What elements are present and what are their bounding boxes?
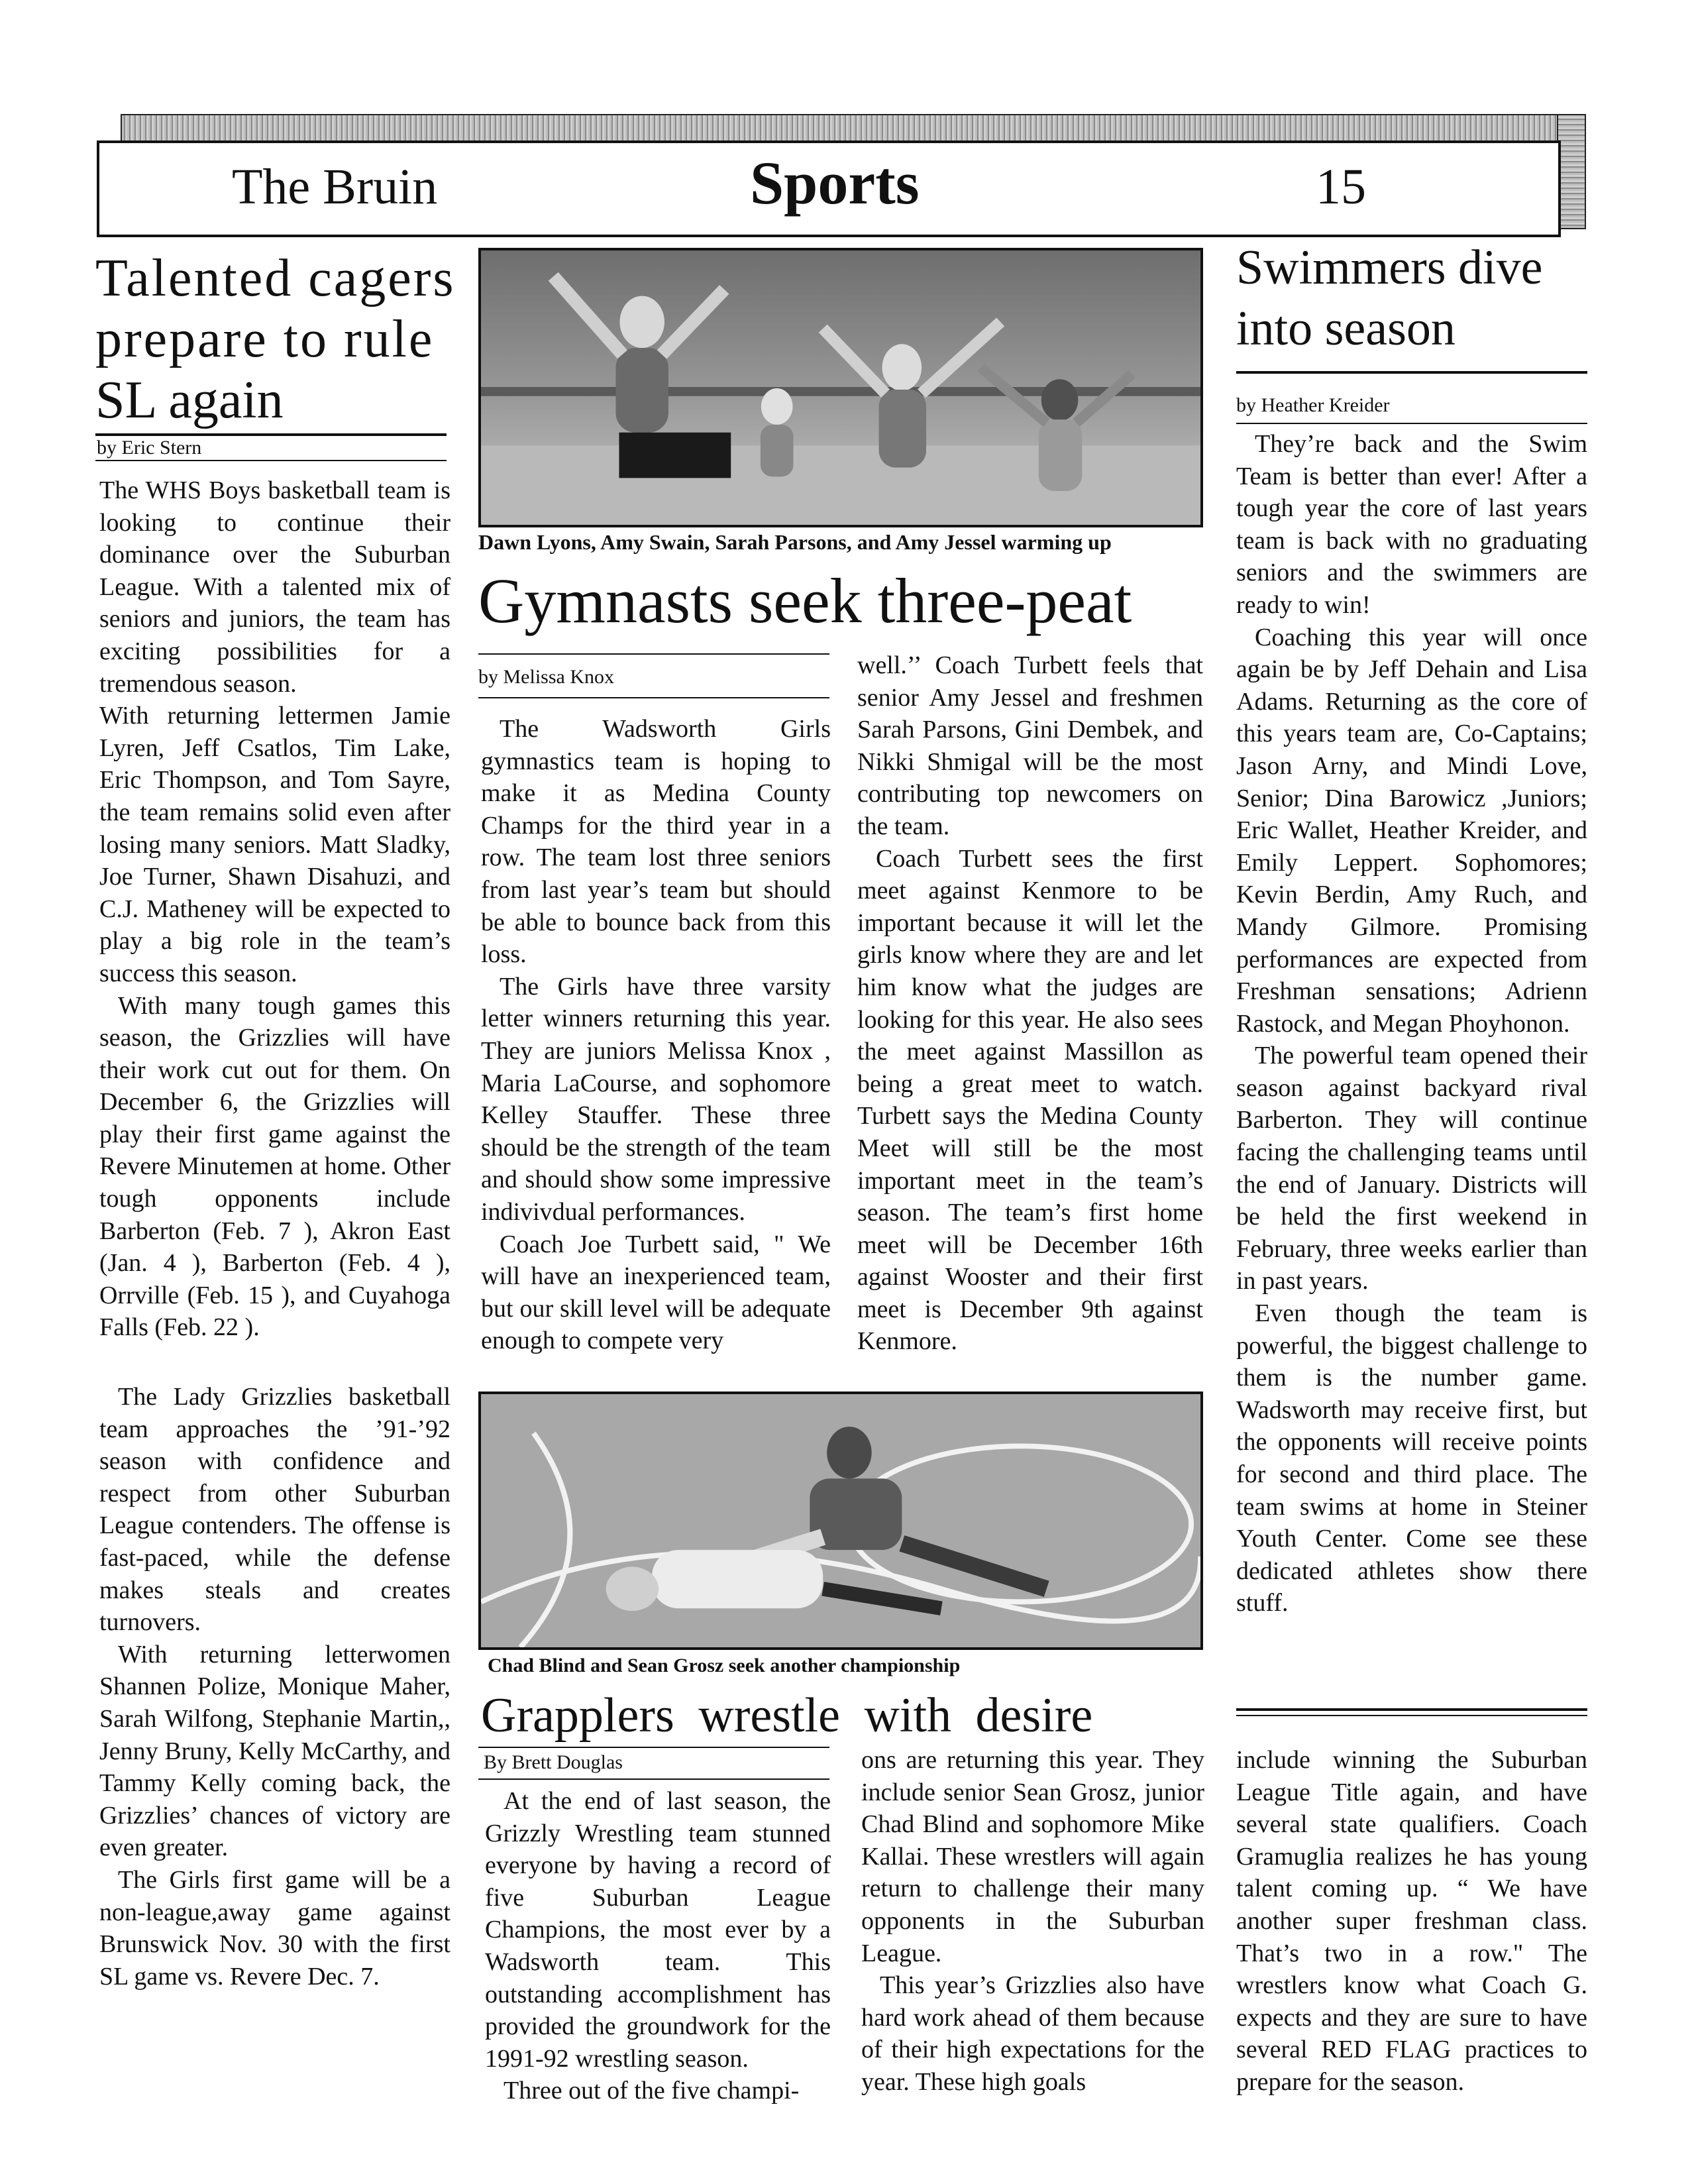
divider: [1236, 1715, 1587, 1716]
paragraph: Coach Turbett sees the first meet against Kenmore to be important because it will let the girls know where they are and let him know what the judges are looking for this year. He also sees the meet against Massillon as being a great meet to watch. Turbett says the Medina County Meet will still be the most important meet in the team’s season. The team’s first home meet will be December 16th against Wooster and their first meet is December 9th against Kenmore.: [857, 844, 1203, 1356]
divider: [1236, 1708, 1587, 1711]
page-number: 15: [1316, 159, 1366, 215]
headline-line: Talented cagers: [95, 249, 456, 307]
swimming-body: [1236, 428, 1587, 1619]
divider: [478, 653, 829, 655]
gymnastics-headline: Gymnasts seek three-peat: [478, 565, 1132, 636]
paragraph: The Girls have three varsity letter winners returning this year. They are juniors Melissa Knox , Maria LaCourse, and sophomore Kelley Stauffer. These three should be the strength of the team and should show some impressive indivivdual performances.: [481, 972, 831, 1226]
wrestling-byline: By Brett Douglas: [484, 1751, 623, 1773]
paragraph: The Girls first game will be a non-league,away game against Brunswick Nov. 30 with the first SL game vs. Revere Dec. 7.: [99, 1865, 450, 1991]
basketball-byline: by Eric Stern: [97, 437, 202, 459]
divider: [95, 460, 447, 461]
paragraph: ons are returning this year. They include senior Sean Grosz, junior Chad Blind and sophomore Mike Kallai. These wrestlers will again return to challenge their many opponents in the Suburban League.: [861, 1746, 1204, 1967]
swimming-headline: [1236, 237, 1607, 359]
divider: [478, 697, 829, 698]
gymnastics-photo: [478, 248, 1203, 527]
paragraph: well.’’ Coach Turbett feels that senior Amy Jessel and freshmen Sarah Parsons, Gini Dembek, and Nikki Shmigal will be the most contributing top newcomers on the team.: [857, 651, 1203, 840]
paragraph: With returning letterwomen Shannen Polize, Monique Maher, Sarah Wilfong, Stephanie Martin,, Jenny Bruny, Kelly McCarthy, and Tammy Kelly coming back, the Grizzlies’ chances of victory are even greater.: [99, 1640, 450, 1862]
gymnastics-body-col2: [857, 649, 1203, 1358]
paragraph: Coach Joe Turbett said, " We will have an inexperienced team, but our skill level will be adequate enough to compete very: [481, 1230, 831, 1355]
paper-name: The Bruin: [232, 159, 438, 215]
paragraph: Coaching this year will once again be by Jeff Dehain and Lisa Adams. Returning as the core of this years team are, Co-Captains; Jason Arny, and Mindi Love, Senior; Dina Barowicz ,Juniors; Eric Wallet, Heather Kreider, and Emily Leppert. Sophomores; Kevin Berdin, Amy Ruch, and Mandy Gilmore. Promising performances are expected from Freshman sensations; Adrienn Rastock, and Megan Phoyhonon.: [1236, 623, 1587, 1038]
paragraph: include winning the Suburban League Title again, and have several state qualifiers. Coach Gramuglia realizes he has young talent coming up. “ We have another super freshman class. That’s two in a row." The wrestlers know what Coach G. expects and they are sure to have several RED FLAG practices to prepare for the season.: [1236, 1746, 1587, 2096]
wrestling-body-col3: [1236, 1744, 1587, 2099]
paragraph: At the end of last season, the Grizzly Wrestling team stunned everyone by having a record of five Suburban League Champions, the most ever by a Wadsworth team. This outstanding accomplishment has provided the groundwork for the 1991-92 wrestling season.: [485, 1787, 831, 2073]
divider: [478, 1747, 829, 1748]
headline-line: Swimmers dive: [1236, 241, 1543, 295]
wrestling-body-col2: [861, 1744, 1204, 2099]
paragraph: They’re back and the Swim Team is better than ever! After a tough year the core of last years team is back with no graduating seniors and the swimmers are ready to win!: [1236, 430, 1587, 619]
basketball-headline: [95, 248, 456, 431]
paragraph: With returning lettermen Jamie Lyren, Jeff Csatlos, Tim Lake, Eric Thompson, and Tom Sayre, the team remains solid even after losing many seniors. Matt Sladky, Joe Turner, Shawn Disahuzi, and C.J. Matheney will be expected to play a big role in the team’s success this season.: [99, 702, 450, 987]
gymnastics-byline: by Melissa Knox: [478, 666, 614, 688]
gymnastics-body-col1: [481, 713, 831, 1357]
basketball-body: [99, 474, 450, 1993]
headline-line: prepare to rule: [95, 310, 435, 368]
headline-line: into season: [1236, 301, 1456, 356]
paragraph: This year’s Grizzlies also have hard work ahead of them because of their high expectations for the year. These high goals: [861, 1971, 1204, 2096]
header-texture-side: [1557, 114, 1586, 229]
divider: [1236, 423, 1587, 424]
paragraph: With many tough games this season, the Grizzlies will have their work cut out for them. On December 6, the Grizzlies will play their first game against the Revere Minutemen at home. Other tough opponents include Barberton (Feb. 7 ), Akron East (Jan. 4 ), Barberton (Feb. 4 ), Orrville (Feb. 15 ), and Cuyahoga Falls (Feb. 22 ).: [99, 991, 450, 1342]
paragraph: The Lady Grizzlies basketball team approaches the ’91-’92 season with confidence and respect from other Suburban League contenders. The offense is fast-paced, while the defense makes steals and creates turnovers.: [99, 1383, 450, 1637]
paragraph: The powerful team opened their season against backyard rival Barberton. They will continue facing the challenging teams until the end of January. Districts will be held the first weekend in February, three weeks earlier than in past years.: [1236, 1042, 1587, 1295]
wrestling-body-col1: [485, 1785, 831, 2107]
gymnastics-photo-caption: Dawn Lyons, Amy Swain, Sarah Parsons, and Amy Jessel warming up: [478, 530, 1112, 554]
wrestling-photo: [478, 1392, 1203, 1650]
swimming-byline: by Heather Kreider: [1236, 394, 1390, 416]
header-texture-bar: [121, 114, 1586, 143]
divider: [1236, 371, 1587, 374]
wrestling-photo-caption: Chad Blind and Sean Grosz seek another championship: [488, 1655, 961, 1676]
headline-line: SL again: [95, 371, 284, 429]
wrestling-headline: Grapplers wrestle with desire: [481, 1688, 1093, 1743]
paragraph: The Wadsworth Girls gymnastics team is hoping to make it as Medina County Champs for the third year in a row. The team lost three seniors from last year’s team but should be able to bounce back from this loss.: [481, 715, 831, 969]
section-title: Sports: [750, 149, 920, 217]
paragraph: Even though the team is powerful, the biggest challenge to them is the number game. Wadsworth may receive first, but the opponents will receive points for second and third place. The team swims at home in Steiner Youth Center. Come see these dedicated athletes show there stuff.: [1236, 1299, 1587, 1617]
divider: [478, 1778, 829, 1780]
paragraph: The WHS Boys basketball team is looking to continue their dominance over the Suburban League. With a talented mix of seniors and juniors, the team has exciting possibilities for a tremendous season.: [99, 476, 450, 698]
paragraph: Three out of the five champi-: [504, 2077, 800, 2105]
